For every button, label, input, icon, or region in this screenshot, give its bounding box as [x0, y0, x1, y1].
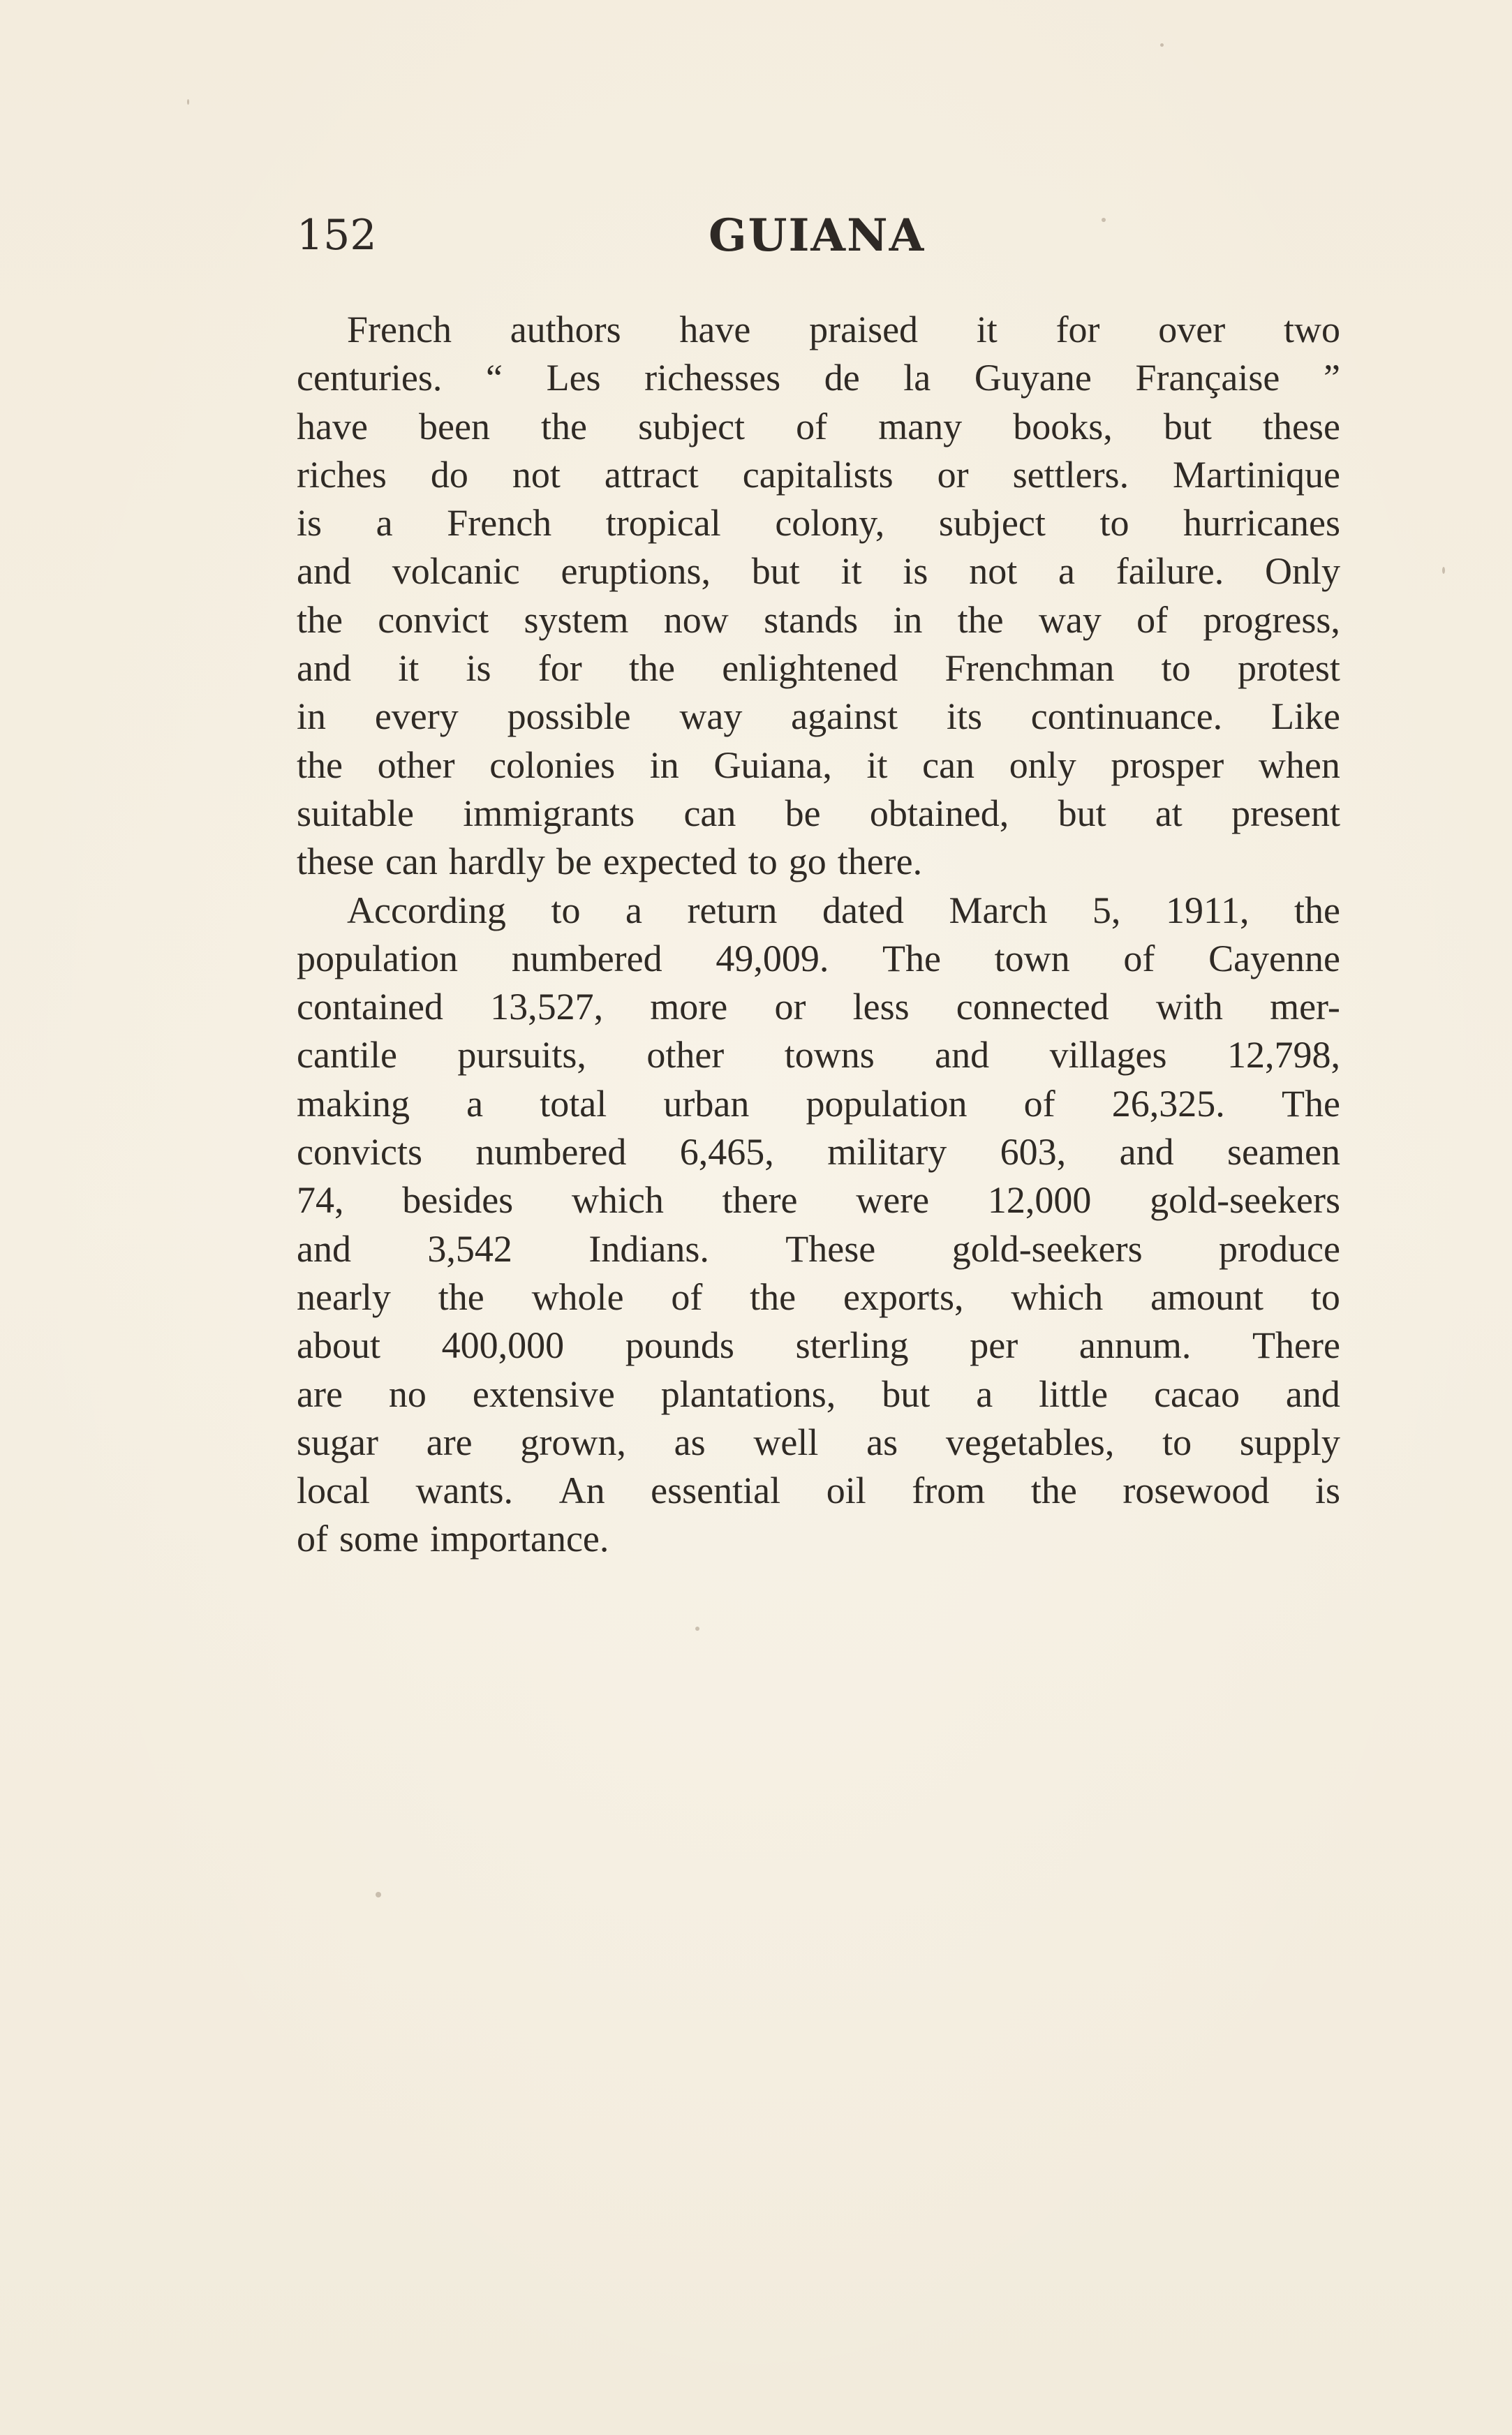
- text-line: about 400,000 pounds sterling per annum. There: [297, 1324, 1340, 1367]
- text-line: riches do not attract capitalists or settlers. Martinique: [297, 453, 1340, 496]
- text-line: suitable immigrants can be obtained, but at present: [297, 792, 1340, 834]
- page-header: [297, 202, 1344, 265]
- text-line: the convict system now stands in the way of progress,: [297, 598, 1340, 641]
- running-head: GUIANA: [709, 209, 926, 262]
- text-line: of some importance.: [297, 1518, 609, 1560]
- text-line: contained 13,527, more or less connected with mer-: [297, 986, 1340, 1028]
- text-line: population numbered 49,009. The town of Cayenne: [297, 937, 1340, 979]
- text-line: French authors have praised it for over two: [347, 309, 1340, 350]
- text-line: According to a return dated March 5, 1911, the: [347, 889, 1340, 931]
- body-text: [297, 306, 1340, 1564]
- text-line: is a French tropical colony, subject to hurricanes: [297, 502, 1340, 545]
- paper-speck: [376, 1892, 381, 1897]
- text-line: 74, besides which there were 12,000 gold-seekers: [297, 1179, 1340, 1222]
- text-line: and volcanic eruptions, but it is not a failure. Only: [297, 550, 1340, 593]
- text-line: convicts numbered 6,465, military 603, and seamen: [297, 1131, 1340, 1174]
- text-line: nearly the whole of the exports, which amount to: [297, 1275, 1340, 1318]
- paper-speck: [187, 99, 189, 105]
- paper-speck: [1102, 218, 1106, 222]
- text-line: and it is for the enlightened Frenchman to protest: [297, 647, 1340, 690]
- text-line: the other colonies in Guiana, it can only prosper when: [297, 743, 1340, 786]
- text-line: making a total urban population of 26,325. The: [297, 1082, 1340, 1125]
- text-line: these can hardly be expected to go there.: [297, 841, 923, 883]
- paper-speck: [1160, 43, 1164, 47]
- text-line: cantile pursuits, other towns and villages 12,798,: [297, 1034, 1340, 1076]
- paper-speck: [1442, 567, 1445, 574]
- paper-speck: [695, 1627, 699, 1631]
- text-line: sugar are grown, as well as vegetables, to supply: [297, 1421, 1340, 1463]
- text-line: centuries. “ Les richesses de la Guyane Française ”: [297, 357, 1340, 399]
- text-line: are no extensive plantations, but a little cacao and: [297, 1372, 1340, 1415]
- text-line: in every possible way against its continuance. Like: [297, 695, 1340, 738]
- text-line: have been the subject of many books, but these: [297, 405, 1340, 447]
- text-line: local wants. An essential oil from the rosewood is: [297, 1470, 1340, 1512]
- page-number: 152: [297, 211, 377, 260]
- text-line: and 3,542 Indians. These gold-seekers produce: [297, 1227, 1340, 1270]
